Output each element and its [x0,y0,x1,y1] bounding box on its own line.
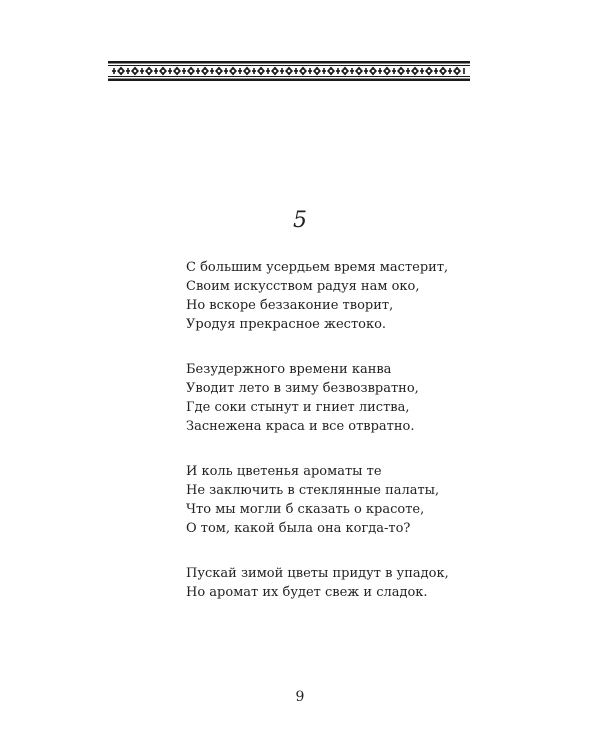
poem-line: Безудержного времени канва [186,362,392,377]
poem-line: Уродуя прекрасное жестоко. [186,317,387,332]
poem-line: Пускай зимой цветы придут в упадок, [186,566,449,581]
poem-body [186,258,516,628]
stanza-1 [186,258,516,334]
page-number: 9 [295,689,305,705]
poem-line: С большим усердьем время мастерит, [186,260,449,275]
stanza-2 [186,360,516,436]
poem-line: Что мы могли б сказать о красоте, [186,502,425,517]
poem-line: Не заключить в стеклянные палаты, [186,483,440,498]
decorative-border-icon [108,61,470,81]
stanza-4 [186,564,516,602]
poem-line: Своим искусством радуя нам око, [186,279,420,294]
poem-line: Но аромат их будет свеж и сладок. [186,585,428,600]
stanza-3 [186,462,516,538]
poem-line: И коль цветенья ароматы те [186,464,382,479]
poem-line: Заснежена краса и все отвратно. [186,419,415,434]
poem-number: 5 [293,208,307,233]
poem-line: Но вскоре беззаконие творит, [186,298,394,313]
poem-line: О том, какой была она когда-то? [186,521,411,536]
poem-line: Уводит лето в зиму безвозвратно, [186,381,419,396]
poem-line: Где соки стынут и гниет листва, [186,400,410,415]
